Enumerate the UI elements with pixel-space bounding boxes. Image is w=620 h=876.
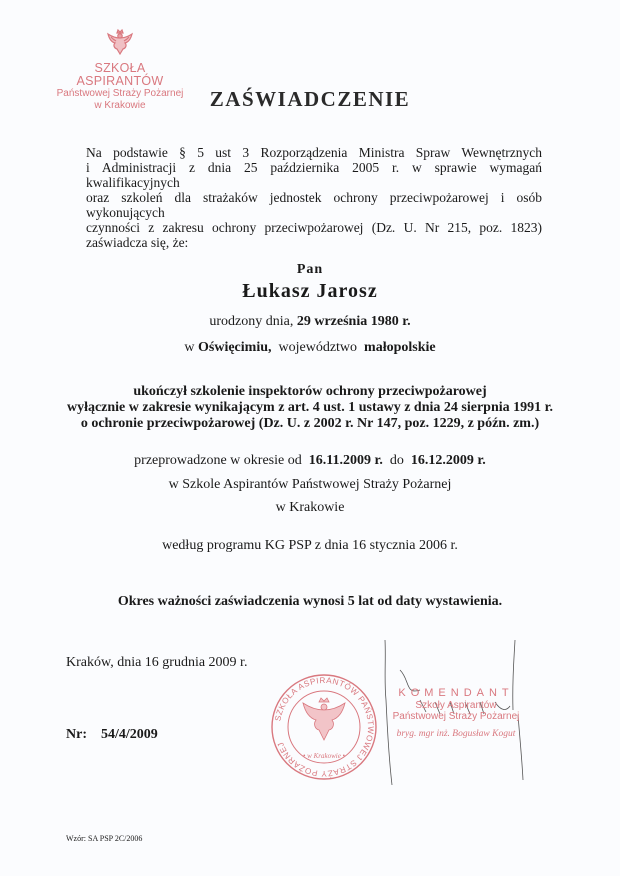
- period-from: 16.11.2009 r.: [308, 453, 383, 468]
- birth-date: 29 września 1980 r.: [296, 314, 411, 329]
- logo-school-name: SZKOŁA ASPIRANTÓW: [76, 61, 164, 88]
- birthplace-line: [0, 340, 620, 356]
- intro-line: Na podstawie § 5 ust 3 Rozporządzenia Ministra Spraw Wewnętrznych: [86, 145, 542, 160]
- svg-text:SZKOŁA ASPIRANTÓW PAŃSTWOWEJ S: SZKOŁA ASPIRANTÓW PAŃSTWOWEJ STRAŻY POŻARNEJ: [273, 675, 376, 779]
- course-description: [0, 384, 620, 432]
- school-line: w Szkole Aspirantów Państwowej Straży Pożarnej: [168, 477, 452, 492]
- school-city: w Krakowie: [275, 500, 345, 515]
- logo-city: w Krakowie: [94, 100, 146, 111]
- logo-subtitle: Państwowej Straży Pożarnej: [56, 88, 184, 99]
- salutation: Pan: [296, 262, 324, 277]
- course-line: ukończył szkolenie inspektorów ochrony przeciwpożarowej: [133, 384, 487, 399]
- birthplace-prefix: w: [184, 340, 195, 355]
- intro-line: i Administracji z dnia 25 października 2005 r. w sprawie wymagań kwalifikacyjnych: [86, 160, 542, 190]
- commander-title: KOMENDANT: [398, 687, 514, 699]
- intro-line: oraz szkoleń dla strażaków jednostek ochrony przeciwpożarowej i osób wykonujących: [86, 190, 542, 220]
- document-title: ZAŚWIADCZENIE: [209, 87, 411, 111]
- form-reference: Wzór: SA PSP 2C/2006: [66, 834, 143, 843]
- period-to-label: do: [389, 453, 404, 468]
- number-value: 54/4/2009: [101, 727, 158, 742]
- commander-service: Państwowej Straży Pożarnej: [392, 711, 520, 722]
- intro-paragraph: [86, 145, 542, 250]
- period-prefix: przeprowadzone w okresie od: [134, 453, 302, 468]
- certificate-number: [66, 727, 158, 743]
- birth-line: [0, 314, 620, 330]
- birth-prefix: urodzony dnia,: [209, 314, 294, 329]
- course-line: o ochronie przeciwpożarowej (Dz. U. z 2002 r. Nr 147, poz. 1229, z późn. zm.): [80, 416, 540, 431]
- issue-date: Kraków, dnia 16 grudnia 2009 r.: [66, 655, 248, 670]
- intro-line: czynności z zakresu ochrony przeciwpożarowej (Dz. U. Nr 215, poz. 1823): [86, 220, 542, 235]
- program-line: według programu KG PSP z dnia 16 stycznia 2006 r.: [162, 538, 458, 553]
- number-label: Nr:: [66, 727, 87, 742]
- course-line: wyłącznie w zakresie wynikającym z art. 4 ust. 1 ustawy z dnia 24 sierpnia 1991 r.: [66, 400, 554, 415]
- commander-stamp: [386, 687, 526, 739]
- round-seal-eagle-icon: [269, 672, 379, 782]
- person-name: Łukasz Jarosz: [242, 280, 378, 302]
- commander-name: bryg. mgr inż. Bogusław Kogut: [396, 729, 516, 739]
- period-to: 16.12.2009 r.: [410, 453, 486, 468]
- svg-text:• w Krakowie •: • w Krakowie •: [302, 752, 346, 760]
- course-period: [0, 453, 620, 469]
- validity-statement: Okres ważności zaświadczenia wynosi 5 lat od daty wystawienia.: [117, 594, 503, 609]
- intro-line: zaświadcza się, że:: [86, 235, 189, 250]
- voivodeship-label: województwo: [278, 340, 358, 355]
- eagle-emblem-icon: [105, 28, 135, 58]
- birthplace-city: Oświęcimiu,: [198, 340, 272, 355]
- commander-school: Szkoły Aspirantów: [415, 700, 497, 711]
- voivodeship: małopolskie: [364, 340, 436, 355]
